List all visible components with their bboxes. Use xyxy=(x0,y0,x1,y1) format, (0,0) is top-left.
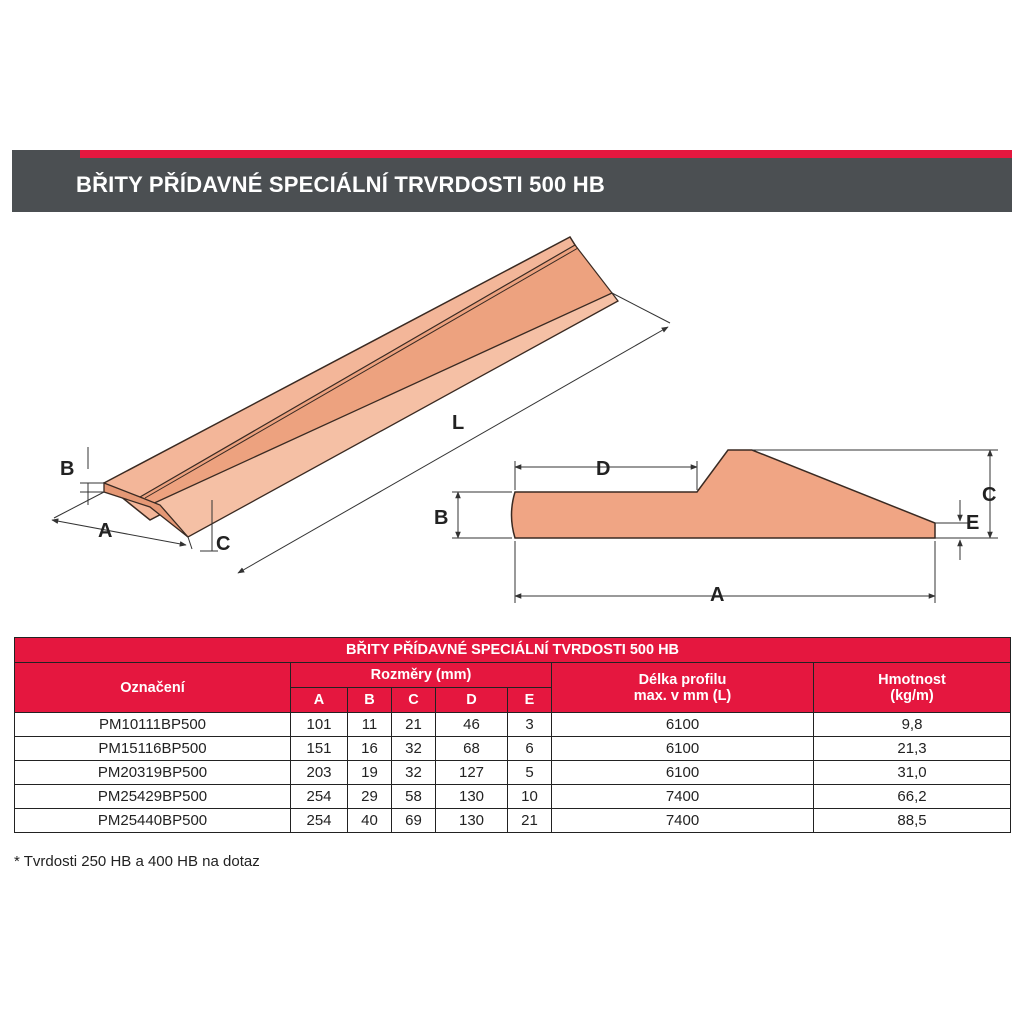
dim-label-b-right: B xyxy=(434,507,449,529)
cell-b: 16 xyxy=(348,737,392,761)
dim-label-a-left: A xyxy=(98,520,113,542)
cell-b: 40 xyxy=(348,809,392,833)
cell-d: 130 xyxy=(436,809,508,833)
dim-label-c-left: C xyxy=(216,533,231,555)
cell-designation: PM10111BP500 xyxy=(15,713,291,737)
col-header-e: E xyxy=(508,688,552,713)
cell-e: 21 xyxy=(508,809,552,833)
cell-e: 6 xyxy=(508,737,552,761)
table-title: BŘITY PŘÍDAVNÉ SPECIÁLNÍ TVRDOSTI 500 HB xyxy=(15,638,1011,663)
col-header-weight xyxy=(814,663,1011,713)
table-row xyxy=(15,761,1011,785)
cell-a: 101 xyxy=(291,713,348,737)
profile-cross-section xyxy=(512,450,936,538)
cell-designation: PM20319BP500 xyxy=(15,761,291,785)
header-accent-stripe xyxy=(80,150,1012,158)
cell-weight: 66,2 xyxy=(814,785,1011,809)
col-header-length xyxy=(552,663,814,713)
cell-length: 7400 xyxy=(552,785,814,809)
cell-a: 254 xyxy=(291,785,348,809)
col-header-length-line2: max. v mm (L) xyxy=(633,687,732,704)
cell-c: 69 xyxy=(392,809,436,833)
table-row xyxy=(15,809,1011,833)
spec-table xyxy=(14,637,1011,833)
dim-label-c-right: C xyxy=(982,484,997,506)
table-row xyxy=(15,737,1011,761)
cell-c: 32 xyxy=(392,737,436,761)
cell-a: 203 xyxy=(291,761,348,785)
col-header-a: A xyxy=(291,688,348,713)
dim-label-d: D xyxy=(596,458,611,480)
cell-d: 68 xyxy=(436,737,508,761)
cell-length: 7400 xyxy=(552,809,814,833)
dim-label-e: E xyxy=(966,512,980,534)
col-header-b: B xyxy=(348,688,392,713)
cell-b: 11 xyxy=(348,713,392,737)
col-header-d: D xyxy=(436,688,508,713)
dim-label-l: L xyxy=(452,412,465,434)
cell-e: 3 xyxy=(508,713,552,737)
col-header-weight-line2: (kg/m) xyxy=(890,687,934,704)
table-row xyxy=(15,713,1011,737)
cell-d: 127 xyxy=(436,761,508,785)
page-title: BŘITY PŘÍDAVNÉ SPECIÁLNÍ TRVRDOSTI 500 HB xyxy=(76,172,605,197)
col-header-c: C xyxy=(392,688,436,713)
cell-c: 32 xyxy=(392,761,436,785)
cell-d: 130 xyxy=(436,785,508,809)
cell-designation: PM25440BP500 xyxy=(15,809,291,833)
col-header-weight-line1: Hmotnost xyxy=(878,671,946,688)
cell-weight: 31,0 xyxy=(814,761,1011,785)
header-banner xyxy=(12,150,1012,212)
cell-d: 46 xyxy=(436,713,508,737)
cell-a: 151 xyxy=(291,737,348,761)
cell-b: 29 xyxy=(348,785,392,809)
cell-c: 58 xyxy=(392,785,436,809)
technical-drawing xyxy=(0,215,1024,615)
cell-e: 10 xyxy=(508,785,552,809)
cell-c: 21 xyxy=(392,713,436,737)
col-header-designation: Označení xyxy=(15,663,291,713)
cell-weight: 88,5 xyxy=(814,809,1011,833)
cell-b: 19 xyxy=(348,761,392,785)
dim-label-b-left: B xyxy=(60,458,75,480)
col-header-dimensions: Rozměry (mm) xyxy=(291,663,552,688)
col-header-length-line1: Délka profilu xyxy=(638,671,727,688)
cell-weight: 9,8 xyxy=(814,713,1011,737)
footnote: * Tvrdosti 250 HB a 400 HB na dotaz xyxy=(14,853,260,870)
cell-designation: PM25429BP500 xyxy=(15,785,291,809)
cell-a: 254 xyxy=(291,809,348,833)
cell-designation: PM15116BP500 xyxy=(15,737,291,761)
cell-e: 5 xyxy=(508,761,552,785)
cell-length: 6100 xyxy=(552,761,814,785)
blade-ridge xyxy=(140,245,612,507)
cell-length: 6100 xyxy=(552,737,814,761)
dim-label-a-right: A xyxy=(710,584,725,606)
cell-weight: 21,3 xyxy=(814,737,1011,761)
cell-length: 6100 xyxy=(552,713,814,737)
table-row xyxy=(15,785,1011,809)
